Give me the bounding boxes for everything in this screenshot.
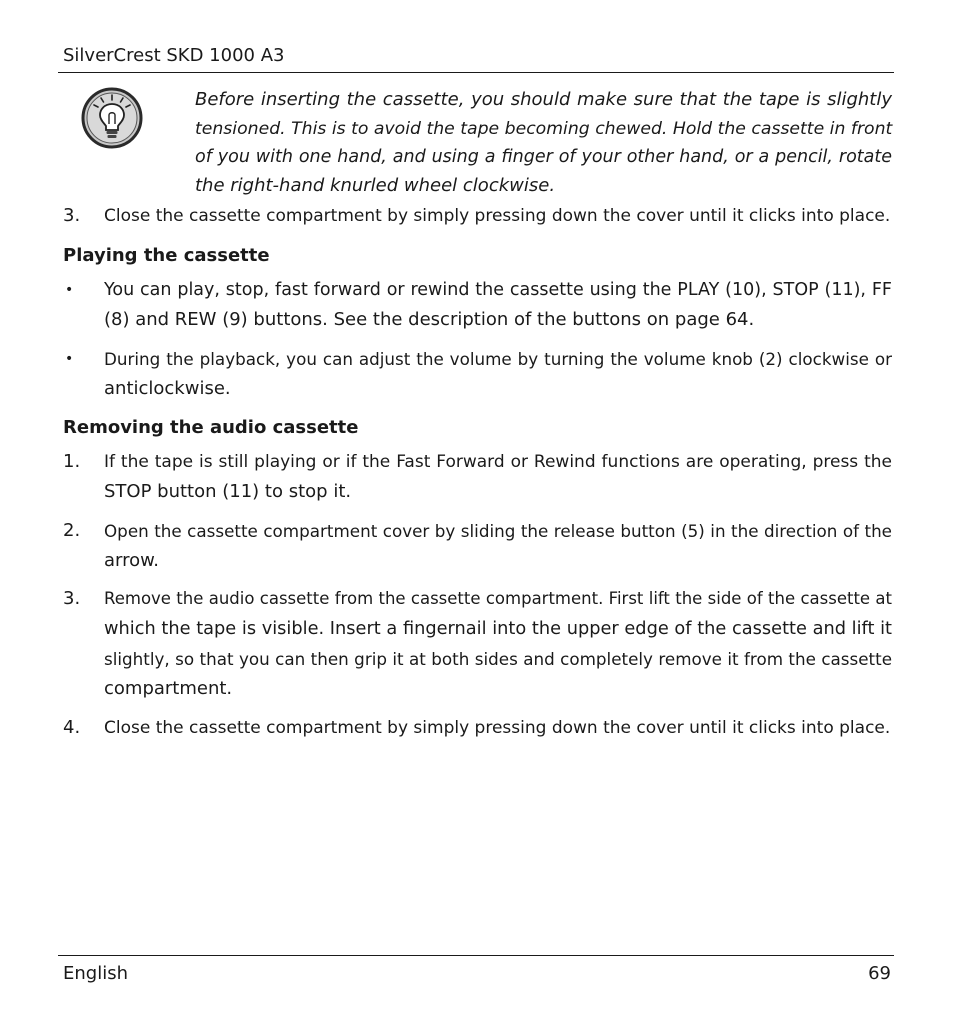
header-rule: [58, 72, 894, 73]
step-line: STOP button (11) to stop it.: [104, 481, 352, 502]
footer-language: English: [63, 963, 128, 984]
page-number: 69: [868, 963, 891, 984]
step-line: If the tape is still playing or if the Fast Forward or Rewind functions are operating, press the: [104, 452, 892, 472]
bullet-marker: •: [65, 351, 74, 367]
step-number: 1.: [63, 451, 81, 472]
footer-rule: [58, 955, 894, 956]
step-line: Remove the audio cassette from the cassette compartment. First lift the side of the cassette at: [104, 589, 892, 608]
removing-step-1: [63, 447, 892, 507]
running-header: SilverCrest SKD 1000 A3: [63, 45, 285, 66]
removing-step-3: [63, 584, 892, 704]
tip-line: the right-hand knurled wheel clockwise.: [195, 174, 556, 196]
step-number: 2.: [63, 520, 81, 541]
section-heading-removing: Removing the audio cassette: [63, 417, 359, 438]
step-line: Close the cassette compartment by simply pressing down the cover until it clicks into place.: [104, 718, 891, 738]
tip-line: Before inserting the cassette, you should make sure that the tape is slightly: [195, 89, 892, 110]
tip-line: tensioned. This is to avoid the tape becoming chewed. Hold the cassette in front: [195, 118, 893, 139]
tip-line: of you with one hand, and using a finger of your other hand, or a pencil, rotate: [195, 147, 892, 167]
step-number: 3.: [63, 588, 81, 609]
step-number: 3.: [63, 205, 81, 226]
step-number: 4.: [63, 717, 81, 738]
lightbulb-icon: [79, 86, 145, 150]
playing-bullet-2: [63, 344, 892, 404]
step-line: Open the cassette compartment cover by sliding the release button (5) in the direction of the: [104, 521, 892, 541]
step-line: arrow.: [104, 550, 159, 571]
step-line: Close the cassette compartment by simply pressing down the cover until it clicks into place.: [104, 206, 891, 226]
bullet-line: During the playback, you can adjust the volume by turning the volume knob (2) clockwise or: [104, 349, 892, 369]
insert-step-3: [63, 201, 892, 231]
step-line: compartment.: [104, 678, 233, 699]
step-line: which the tape is visible. Insert a fingernail into the upper edge of the cassette and lift it: [104, 619, 892, 639]
section-heading-playing: Playing the cassette: [63, 245, 270, 266]
playing-bullet-1: [63, 275, 892, 335]
removing-step-4: [63, 713, 892, 743]
step-line: slightly, so that you can then grip it at both sides and completely remove it from the cassette: [104, 649, 892, 669]
tip-note: [195, 86, 892, 200]
bullet-line: (8) and REW (9) buttons. See the description of the buttons on page 64.: [104, 309, 755, 330]
bullet-line: anticlockwise.: [104, 378, 231, 399]
removing-step-2: [63, 516, 892, 576]
bullet-line: You can play, stop, fast forward or rewind the cassette using the PLAY (10), STOP (11), FF: [104, 280, 892, 300]
bullet-marker: •: [65, 282, 74, 298]
